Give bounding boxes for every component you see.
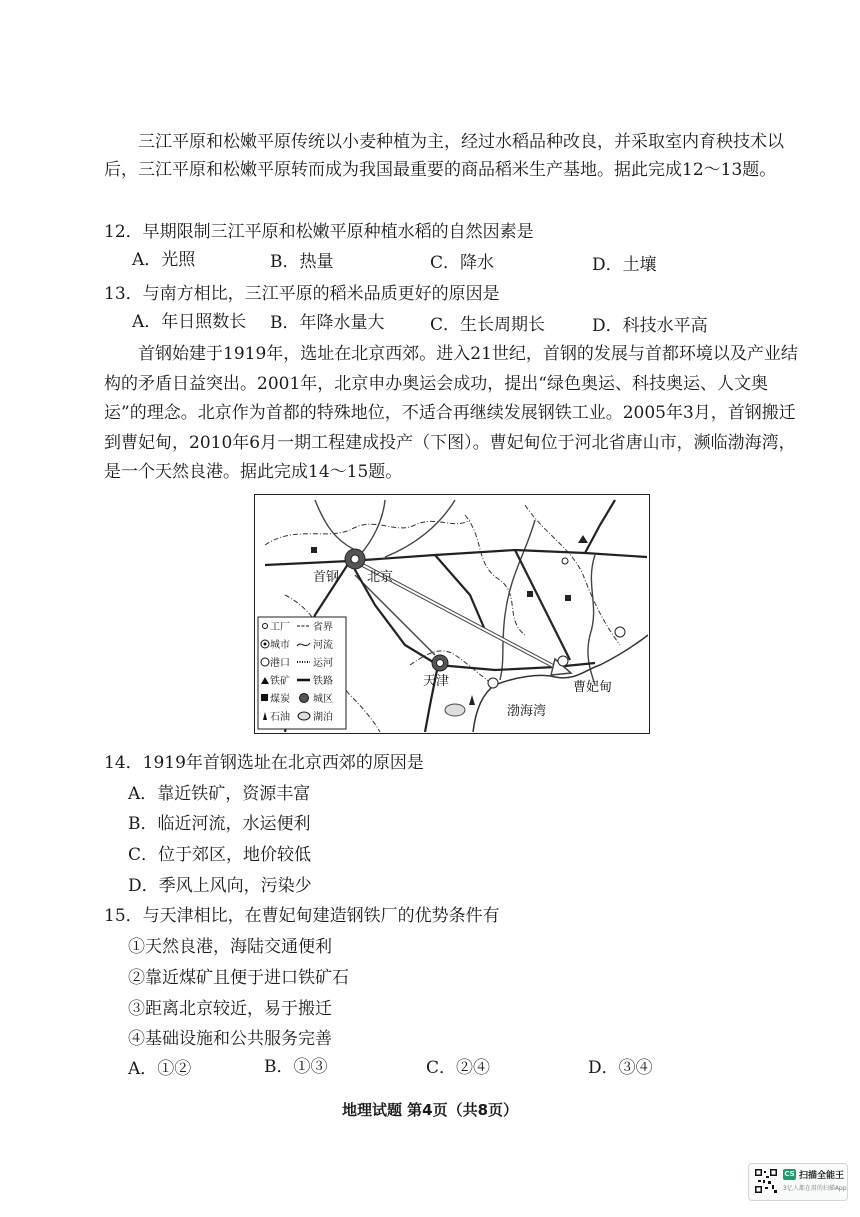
port-marker — [488, 678, 498, 688]
question-15-option-a: A．①② — [128, 1059, 192, 1079]
question-14-option-b: B．临近河流，水运便利 — [128, 814, 311, 834]
question-13-option-d: D．科技水平高 — [592, 316, 708, 336]
river — [385, 500, 455, 557]
question-15-item-4: ④基础设施和公共服务完善 — [128, 1029, 332, 1049]
question-13-stem: 13．与南方相比，三江平原的稻米品质更好的原因是 — [104, 284, 500, 304]
coal-icon — [261, 694, 268, 701]
question-15-option-c: C．②④ — [426, 1058, 491, 1078]
iron-ore-marker — [578, 535, 588, 543]
qr-code-icon — [754, 1168, 778, 1194]
question-15-stem: 15．与天津相比，在曹妃甸建造钢铁厂的优势条件有 — [104, 906, 500, 926]
river — [355, 575, 435, 655]
province-border — [265, 520, 470, 545]
province-border — [465, 515, 525, 635]
scanner-app-tagline: 3亿人都在用的扫描App — [783, 1185, 847, 1192]
legend-label: 运河 — [313, 658, 333, 669]
legend-label: 铁矿 — [270, 676, 290, 687]
question-15-option-b: B．①③ — [264, 1057, 328, 1077]
legend-label: 河流 — [313, 640, 333, 651]
question-15-item-3: ③距离北京较近，易于搬迁 — [128, 999, 332, 1019]
question-15-item-1: ①天然良港，海陆交通便利 — [128, 937, 332, 957]
question-12-option-d: D．土壤 — [592, 255, 657, 275]
question-14-stem: 14．1919年首钢选址在北京西郊的原因是 — [104, 753, 424, 773]
port-icon — [261, 658, 269, 666]
coal-marker — [527, 591, 533, 597]
question-12-option-c: C．降水 — [430, 253, 495, 273]
legend-label: 石油 — [270, 712, 290, 723]
intro-paragraph-14-15: 首钢始建于1919年，选址在北京西郊。进入21世纪，首钢的发展与首都环境以及产业结构的矛盾日益突出。2001年，北京申办奥运会成功，提出“绿色奥运、科技奥运、人文奥运”的理念。北京作为首都的特殊地位，不适合再继续发展钢铁工业。2005年3月，首钢搬迁到曹妃甸，2010年6月一期工程建成投产（下图）。曹妃甸位于河北省唐山市，濒临渤海湾，是一个天然良港。据此完成14～15题。 — [104, 344, 798, 482]
river — [315, 500, 355, 550]
legend-label: 铁路 — [313, 676, 333, 687]
question-15-option-d: D．③④ — [588, 1058, 653, 1078]
coal-marker — [565, 595, 571, 601]
oil-marker — [469, 695, 475, 705]
question-12-option-b: B．热量 — [270, 252, 334, 272]
legend-label: 煤炭 — [270, 694, 290, 705]
legend-label: 省界 — [313, 622, 333, 633]
railway — [350, 561, 438, 665]
railway — [438, 663, 595, 670]
legend-label: 湖泊 — [313, 712, 333, 723]
question-15-item-2: ②靠近煤矿且便于进口铁矿石 — [128, 968, 349, 988]
label-tianjin: 天津 — [423, 674, 450, 689]
river — [360, 500, 385, 555]
coastline — [473, 635, 648, 732]
province-border — [525, 505, 620, 645]
shougang-relocation-map — [254, 494, 650, 734]
port-marker — [615, 627, 625, 637]
factory-icon — [263, 624, 268, 629]
question-13-option-a: A．年日照数长 — [132, 312, 247, 332]
question-12-option-a: A．光照 — [132, 250, 196, 270]
urban-area-icon — [300, 694, 309, 703]
label-shougang: 首钢 — [313, 570, 340, 585]
scanner-app-name: 扫描全能王 — [799, 1171, 845, 1181]
label-beijing: 北京 — [367, 570, 394, 585]
question-12-stem: 12．早期限制三江平原和松嫩平原种植水稻的自然因素是 — [104, 222, 534, 242]
label-bohai-bay: 渤海湾 — [507, 704, 547, 719]
question-14-option-d: D．季风上风向，污染少 — [128, 876, 312, 896]
river — [588, 555, 595, 685]
legend-label: 工厂 — [270, 622, 290, 633]
railway — [585, 500, 615, 553]
lake-icon — [298, 712, 310, 720]
beijing-city-marker — [351, 555, 359, 563]
question-13-option-b: B．年降水量大 — [270, 313, 385, 333]
river — [500, 520, 535, 680]
question-13-option-c: C．生长周期长 — [430, 315, 546, 335]
legend-label: 城市 — [270, 640, 290, 651]
question-14-option-a: A．靠近铁矿，资源丰富 — [128, 784, 311, 804]
railway — [515, 550, 570, 660]
map-graphic — [255, 495, 648, 732]
scanner-app-badge — [748, 1163, 848, 1201]
lake — [445, 704, 465, 716]
factory-marker — [562, 558, 568, 564]
tianjin-city-marker — [437, 660, 444, 667]
legend-label: 港口 — [270, 658, 290, 669]
railway — [265, 550, 647, 565]
label-caofeidian: 曹妃甸 — [573, 680, 613, 695]
page-footer: 地理试题 第4页（共8页） — [341, 1101, 519, 1119]
caofeidian-port — [558, 656, 568, 666]
question-14-option-c: C．位于郊区，地价较低 — [128, 845, 312, 865]
coal-marker — [311, 547, 317, 553]
intro-paragraph-12-13: 三江平原和松嫩平原传统以小麦种植为主，经过水稻品种改良，并采取室内育秧技术以后，三江平原和松嫩平原转而成为我国最重要的商品稻米生产基地。据此完成12～13题。 — [104, 132, 784, 180]
scanner-logo: CS — [784, 1170, 795, 1178]
legend-label: 城区 — [313, 694, 333, 705]
